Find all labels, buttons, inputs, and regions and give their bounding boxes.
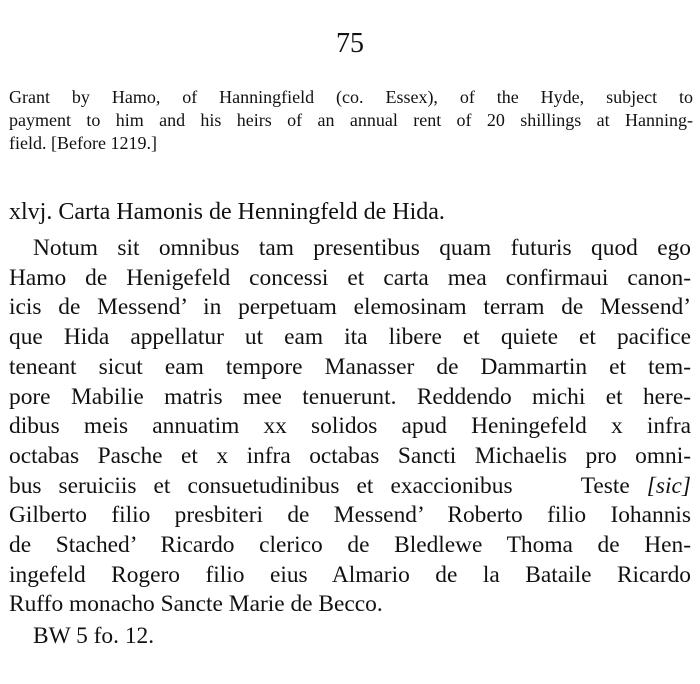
teste-spacer	[513, 473, 581, 499]
abstract-line: Grant by Hamo, of Hanningfield (co. Essex), of the Hyde, subject to	[9, 87, 693, 107]
abstract-line: payment to him and his heirs of an annual rent of 20 shillings at Hanning-	[9, 110, 693, 130]
charter-line: Ruffo monacho Sancte Marie de Becco.	[9, 591, 383, 618]
charter-line: Gilberto filio presbiteri de Messend’ Roberto filio Iohannis	[9, 502, 691, 529]
charter-line: teneant sicut eam tempore Manasser de Dammartin et tem-	[9, 353, 691, 380]
charter-line-with-teste	[9, 472, 691, 502]
charter-line: dibus meis annuatim xx solidos apud Heningefeld x infra	[9, 413, 691, 440]
teste-label: Teste	[580, 472, 630, 499]
charter-heading: xlvj. Carta Hamonis de Henningfeld de Hida.	[9, 199, 445, 225]
charter-text	[9, 234, 691, 620]
document-abstract	[9, 86, 693, 155]
source-reference: BW 5 fo. 12.	[33, 623, 155, 649]
charter-line: icis de Messend’ in perpetuam elemosinam terram de Messend’	[9, 294, 691, 321]
charter-line: octabas Pasche et x infra octabas Sancti Michaelis pro omni-	[9, 442, 691, 469]
sic-note: [sic]	[646, 472, 691, 499]
charter-line: Notum sit omnibus tam presentibus quam futuris quod ego	[33, 235, 691, 261]
charter-line: Hamo de Henigefeld concessi et carta mea confirmaui canon-	[9, 264, 691, 291]
charter-line: ingefeld Rogero filio eius Almario de la Bataile Ricardo	[9, 561, 691, 588]
abstract-line: field. [Before 1219.]	[9, 133, 157, 153]
page-number: 75	[336, 28, 364, 59]
charter-line: pore Mabilie matris mee tenuerunt. Reddendo michi et here-	[9, 383, 691, 410]
charter-line: de Stached’ Ricardo clerico de Bledlewe Thoma de Hen-	[9, 532, 691, 559]
charter-line: que Hida appellatur ut eam ita libere et quiete et pacifice	[9, 324, 691, 351]
charter-line-text: bus seruiciis et consuetudinibus et exaccionibus	[9, 472, 513, 499]
